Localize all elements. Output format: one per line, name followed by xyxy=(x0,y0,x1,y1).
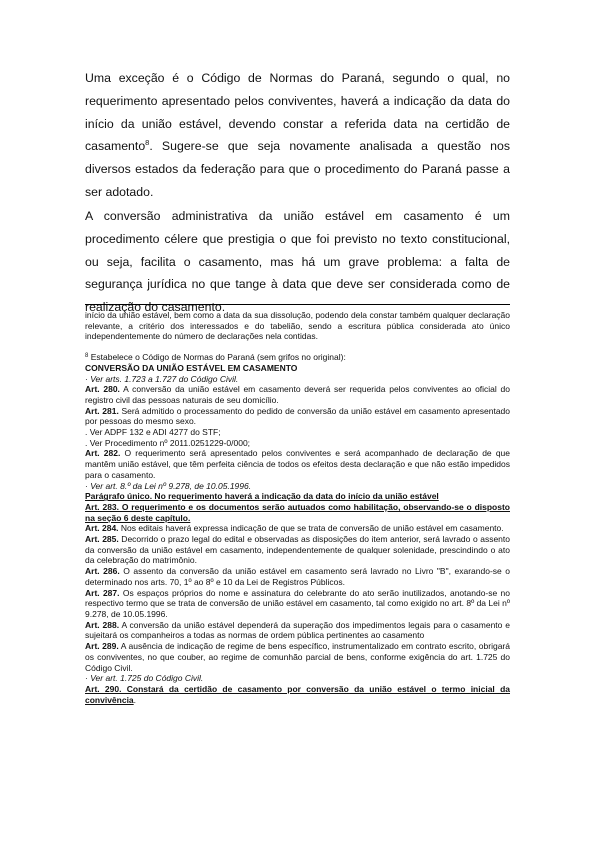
article-286-label: Art. 286. xyxy=(85,566,120,577)
article-288-text: A conversão da união estável dependerá da superação dos impedimentos legais para o casamento e sujeitará os companheiros a todas as normas de ordem pública pertinentes ao casamento xyxy=(85,619,510,641)
article-289-text: A ausência de indicação de regime de bens específico, instrumentalizado em contrato escrito, obrigará os conviventes, no que couber, ao regime de comunhão parcial de bens, conforme exigência do art. 1.725 do Código Civil. xyxy=(85,641,510,673)
article-283-label: Art. 283. xyxy=(85,501,120,512)
footnote-8-intro-text: Estabelece o Código de Normas do Paraná (sem grifos no original): xyxy=(88,352,346,363)
reference-lei-9278: · Ver art. 8.º da Lei nº 9.278, de 10.05.1996. xyxy=(85,480,252,491)
paragraph-1-text-a: Uma exceção é o Código de Normas do Paraná, segundo o qual, no requerimento apresentado pelos conviventes, haverá a indicação da data do início da união estável, devendo constar a referida data na certidão de casamento xyxy=(85,71,510,154)
reference-civil-code-1725: · Ver art. 1.725 do Código Civil. xyxy=(85,673,204,684)
article-287-label: Art. 287. xyxy=(85,587,120,598)
article-281-text: Será admitido o processamento do pedido de conversão da união estável em casamento apresentado por pessoas do mesmo sexo. xyxy=(85,405,510,427)
article-280 xyxy=(85,384,510,405)
article-282-text: O requerimento será apresentado pelos conviventes e será acompanhado de declaração de que mantêm união estável, que têm perfeita ciência de todos os efeitos desta declaração e que não estão impedidos para o casamento. xyxy=(85,448,511,480)
article-290 xyxy=(85,684,510,705)
reference-civil-code-arts: · Ver arts. 1.723 a 1.727 do Código Civil. xyxy=(85,373,239,384)
article-288-label: Art. 288. xyxy=(85,619,120,630)
footnote-reference-8[interactable]: 8 xyxy=(145,138,150,148)
article-284-label: Art. 284. xyxy=(85,523,119,534)
article-286-text: O assento da conversão da união estável em casamento será lavrado no Livro "B", exarando-se o determinado nos arts. 70, 1º ao 8º e 10 da Lei de Registros Públicos. xyxy=(85,566,510,587)
reference-adpf: . Ver ADPF 132 e ADI 4277 do STF; xyxy=(85,427,221,438)
body-paragraph-2: A conversão administrativa da união estável em casamento é um procedimento célere que prestigia o que foi previsto no texto constitucional, ou seja, facilita o casamento, mas há um grave problema: a falta de segurança jurídica no que tange à data que deve ser considerada como de realização do casamento. xyxy=(85,209,510,315)
article-282 xyxy=(85,448,510,480)
article-285 xyxy=(85,534,510,566)
reference-procedimento: . Ver Procedimento nº 2011.0251229-0/000; xyxy=(85,437,251,448)
article-284-text: Nos editais haverá expressa indicação de que se trata de conversão de união estável em casamento. xyxy=(118,523,504,534)
article-280-label: Art. 280. xyxy=(85,384,120,395)
article-289 xyxy=(85,641,510,673)
footnote-continuation: início da união estável, bem como a data da sua dissolução, podendo dela constar também qualquer declaração relevante, a critério dos interessados e do tabelião, sendo a escritura pública considerada ato único independentemente do número de declarações nela contidas. xyxy=(85,310,510,342)
article-286 xyxy=(85,566,510,587)
footnotes-area xyxy=(85,310,510,705)
article-283-text: O requerimento e os documentos serão autuados como habilitação, observando-se o disposto na seção 6 deste capítulo. xyxy=(85,501,510,523)
footnote-8-heading: CONVERSÃO DA UNIÃO ESTÁVEL EM CASAMENTO xyxy=(85,362,298,373)
article-283 xyxy=(85,502,510,523)
article-289-label: Art. 289. xyxy=(85,641,119,652)
article-284 xyxy=(85,523,510,534)
body-paragraph-1 xyxy=(85,67,510,204)
article-282-label: Art. 282. xyxy=(85,448,121,459)
article-287 xyxy=(85,588,510,620)
article-285-text: Decorrido o prazo legal do edital e observadas as disposições do item anterior, será lavrado o assento da conversão da união estável em casamento, independentemente de qualquer solenidade, prescindindo o ato da celebração do matrimônio. xyxy=(85,534,511,566)
paragraph-1-text-b: . Sugere-se que seja novamente analisada a questão nos diversos estados da federação para que o procedimento do Paraná passe a ser adotado. xyxy=(85,139,510,199)
article-285-label: Art. 285. xyxy=(85,534,119,545)
article-290-text: Art. 290. Constará da certidão de casamento por conversão da união estável o termo inicial da convivência xyxy=(85,683,510,705)
footnote-8-number: 8 xyxy=(85,353,89,360)
footnote-separator xyxy=(85,304,510,305)
article-281 xyxy=(85,406,510,427)
article-287-text: Os espaços próprios do nome e assinatura do celebrante do ato serão inutilizados, anotando-se no respectivo termo que se trata de conversão de união estável em casamento, tal como exigido no art. 8º da Lei nº 9.278, de 10.05.1996. xyxy=(85,587,511,619)
article-288 xyxy=(85,620,510,641)
footnote-8-intro xyxy=(85,352,510,363)
article-290-period: . xyxy=(133,694,137,705)
article-280-text: A conversão da união estável em casamento deverá ser requerida pelos conviventes ao oficial do registro civil das pessoas naturais de seu domicílio. xyxy=(85,384,510,405)
article-281-label: Art. 281. xyxy=(85,405,119,416)
paragrafo-unico: Parágrafo único. No requerimento haverá a indicação da data do início da união estável xyxy=(85,491,439,502)
